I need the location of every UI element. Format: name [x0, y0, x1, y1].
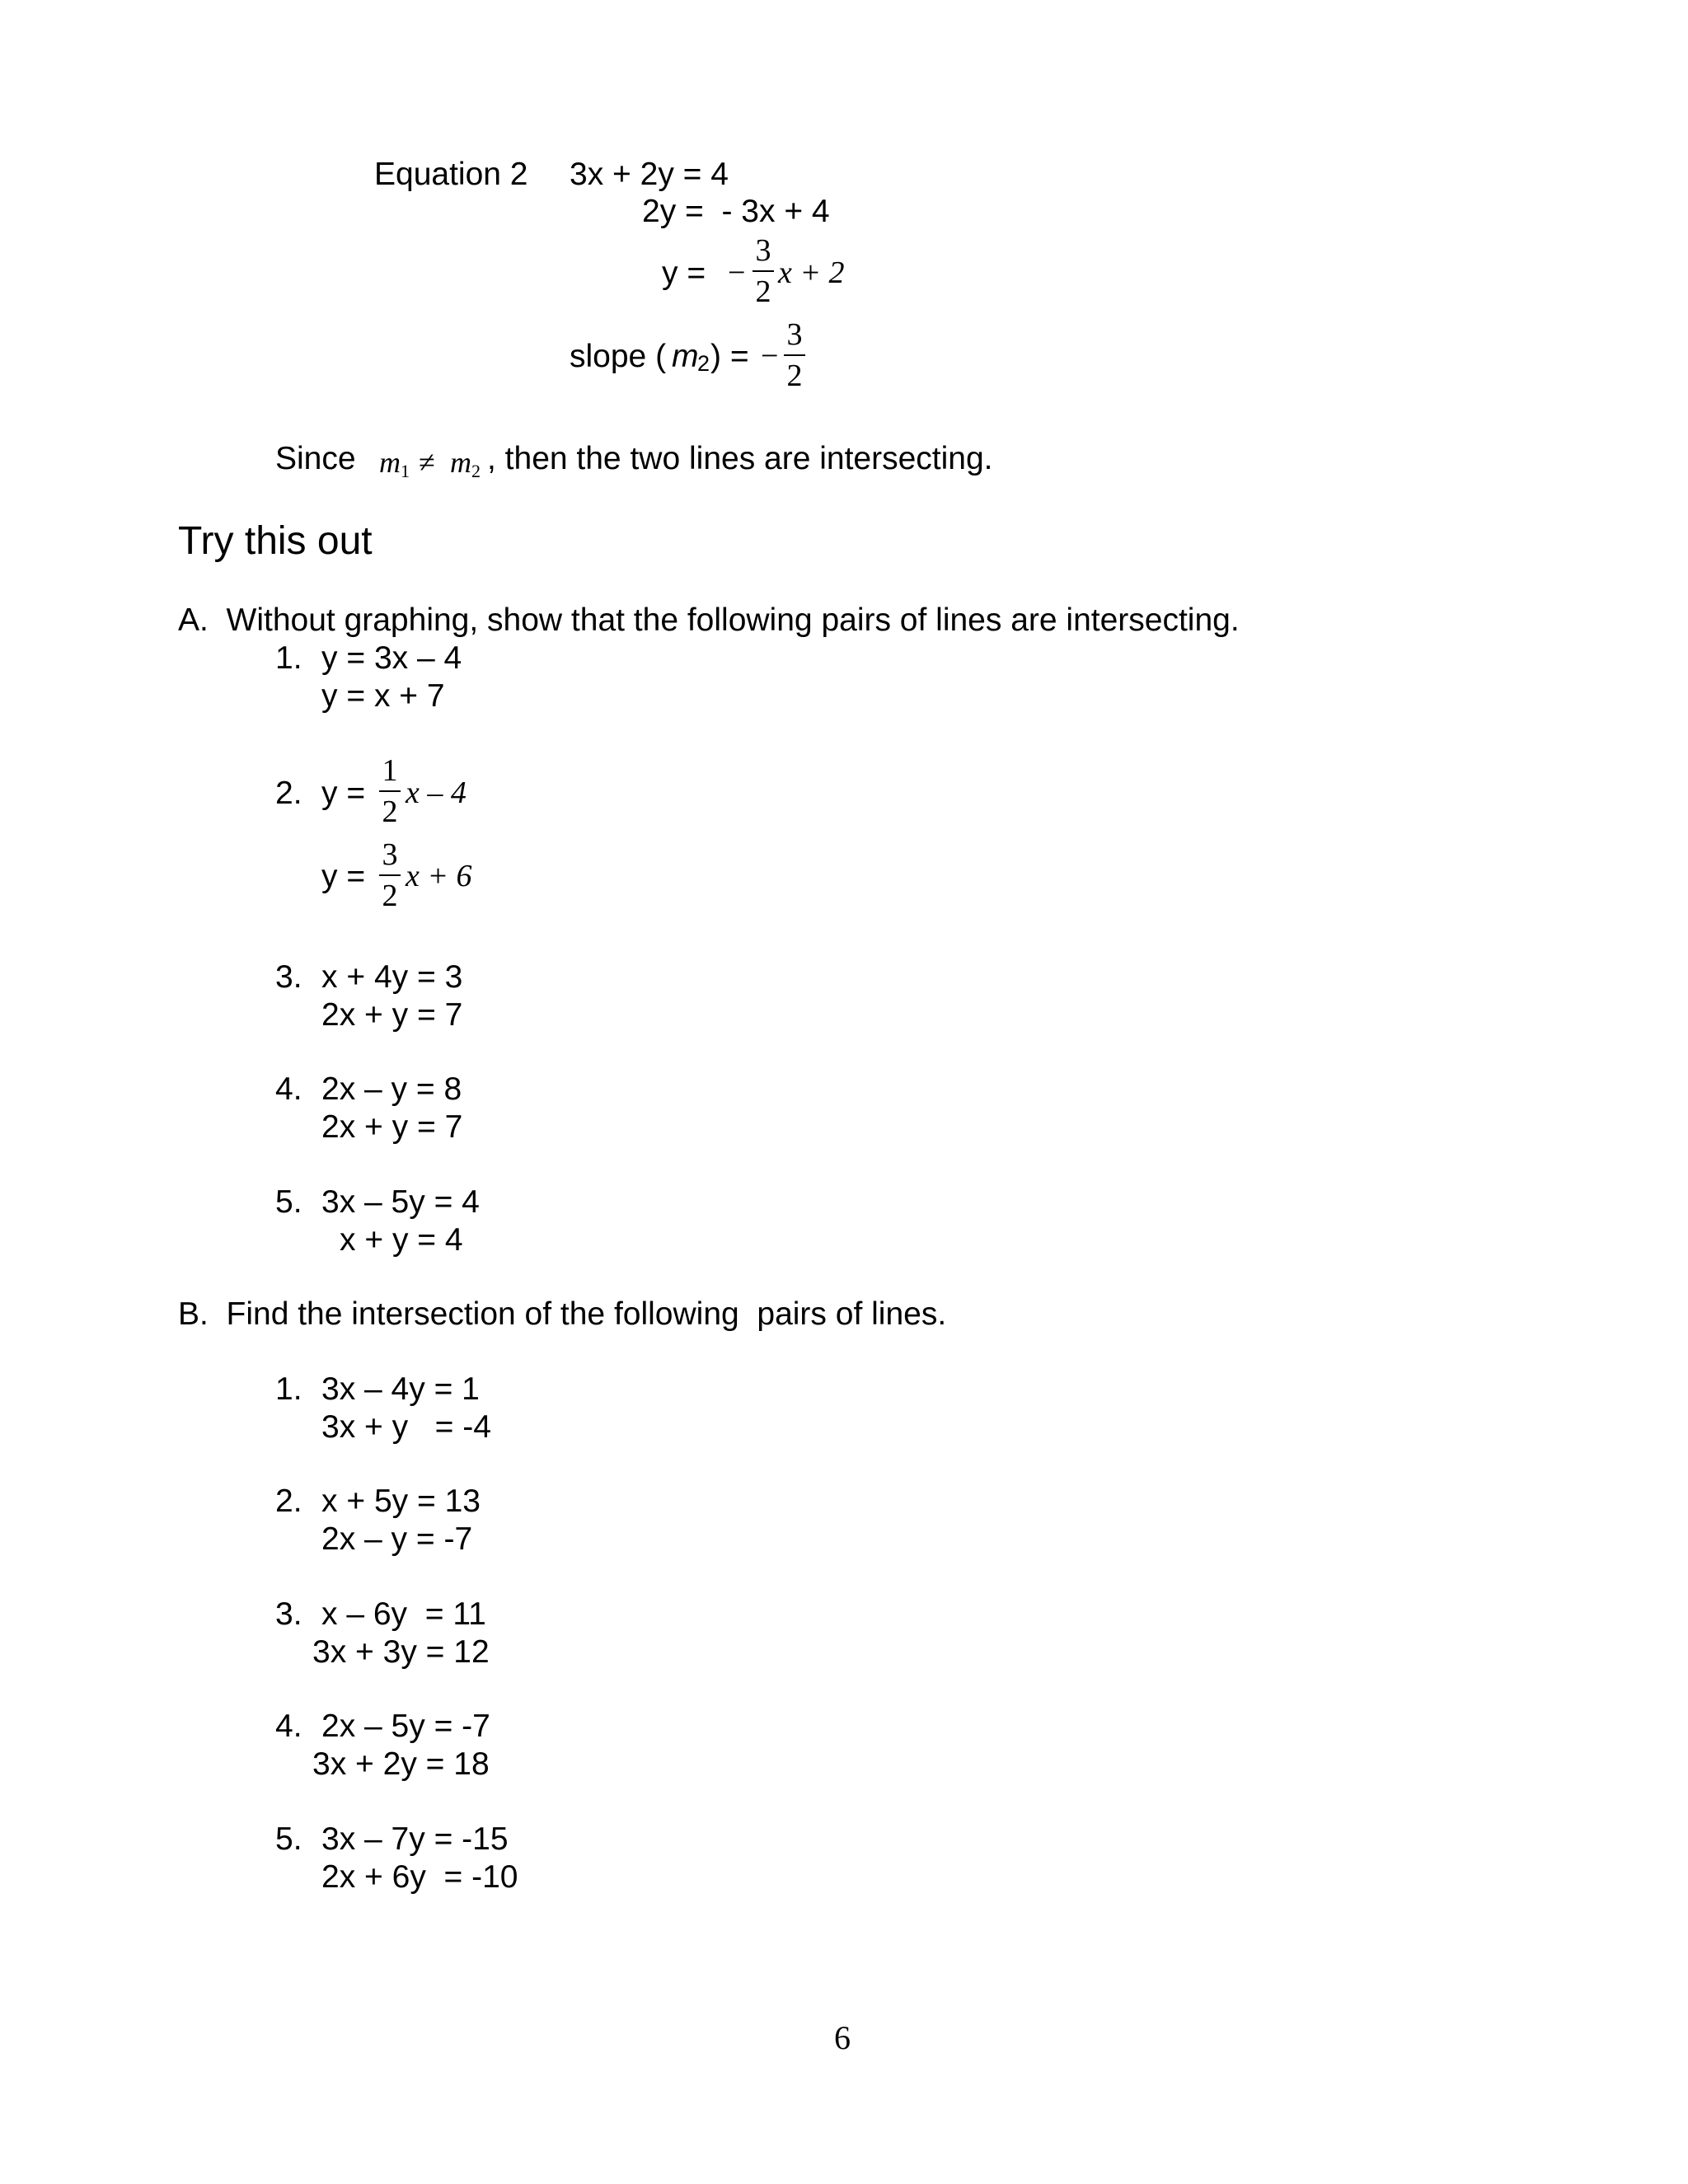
fraction-numerator: 3	[755, 233, 771, 268]
equation-line-3-sign: −	[728, 255, 746, 290]
equation-line-3-tail: x + 2	[778, 255, 845, 290]
part-b-item-number: 1.	[275, 1371, 302, 1407]
part-b-item-number: 3.	[275, 1596, 302, 1632]
part-a-item-1-eq-b: y = x + 7	[321, 678, 445, 714]
part-a-instruction: A. Without graphing, show that the following pairs of lines are intersecting.	[178, 602, 1240, 638]
equation-label: Equation 2	[374, 157, 528, 192]
part-a-item-2-fraction-b	[379, 839, 401, 918]
fraction-denominator: 2	[755, 274, 771, 309]
part-a-item-2-prefix-a: y =	[321, 776, 366, 811]
part-a-item-2-tail-a: x – 4	[406, 776, 467, 810]
part-a-item-number: 5.	[275, 1184, 302, 1220]
fraction-denominator: 2	[382, 794, 398, 829]
part-b-item-3-eq-a: x – 6y = 11	[321, 1596, 486, 1632]
slope-fraction	[784, 319, 805, 398]
equation-line-2: 2y = - 3x + 4	[642, 194, 830, 229]
part-b-item-4-eq-b: 3x + 2y = 18	[312, 1746, 490, 1782]
conclusion-m2-subscript: 2	[471, 461, 481, 481]
fraction-denominator: 2	[786, 359, 803, 393]
part-a-item-2-fraction-a	[379, 755, 401, 834]
fraction-bar	[379, 874, 401, 876]
conclusion-m2: m	[450, 446, 471, 479]
part-a-item-2-prefix-b: y =	[321, 859, 366, 894]
part-b-item-5-eq-b: 2x + 6y = -10	[321, 1859, 518, 1895]
fraction-bar	[784, 354, 805, 356]
part-a-item-number: 4.	[275, 1071, 302, 1107]
slope-prefix: slope (	[570, 339, 667, 374]
part-a-item-2-tail-b: x + 6	[406, 859, 472, 893]
part-a-item-4-eq-b: 2x + y = 7	[321, 1109, 463, 1145]
part-a-item-3-eq-a: x + 4y = 3	[321, 959, 463, 995]
slope-suffix: ) =	[710, 339, 749, 374]
part-a-item-number: 3.	[275, 959, 302, 995]
page-number: 6	[834, 2019, 851, 2056]
conclusion-since: Since	[275, 441, 356, 476]
equation-line-3-prefix: y =	[662, 255, 706, 291]
part-b-item-5-eq-a: 3x – 7y = -15	[321, 1821, 509, 1857]
fraction-bar	[753, 270, 774, 272]
part-b-item-number: 2.	[275, 1483, 302, 1519]
part-a-item-1-eq-a: y = 3x – 4	[321, 640, 462, 676]
slope-sign: −	[761, 339, 779, 373]
conclusion-text: , then the two lines are intersecting.	[487, 441, 993, 476]
fraction-numerator: 3	[382, 837, 398, 872]
fraction-numerator: 3	[786, 317, 803, 352]
equation-line-1: 3x + 2y = 4	[570, 157, 729, 192]
slope-subscript: 2	[697, 351, 710, 376]
part-b-instruction: B. Find the intersection of the following pairs of lines.	[178, 1296, 947, 1332]
conclusion-m1-subscript: 1	[401, 461, 410, 481]
part-b-item-number: 4.	[275, 1708, 302, 1744]
conclusion-m1: m	[379, 446, 401, 479]
part-b-item-1-eq-b: 3x + y = -4	[321, 1409, 491, 1445]
part-a-item-5-eq-a: 3x – 5y = 4	[321, 1184, 480, 1220]
part-b-item-3-eq-b: 3x + 3y = 12	[312, 1634, 490, 1670]
fraction-bar	[379, 790, 401, 792]
part-b-item-2-eq-b: 2x – y = -7	[321, 1521, 473, 1557]
part-a-item-3-eq-b: 2x + y = 7	[321, 997, 463, 1033]
part-a-item-4-eq-a: 2x – y = 8	[321, 1071, 462, 1107]
fraction-numerator: 1	[382, 753, 398, 788]
equation-line-3-fraction	[753, 235, 774, 314]
part-b-item-4-eq-a: 2x – 5y = -7	[321, 1708, 490, 1744]
fraction-denominator: 2	[382, 879, 398, 913]
section-title: Try this out	[178, 519, 373, 563]
part-a-item-5-eq-b: x + y = 4	[340, 1222, 463, 1258]
part-b-item-1-eq-a: 3x – 4y = 1	[321, 1371, 480, 1407]
slope-m: m	[672, 339, 699, 374]
part-a-item-number: 2.	[275, 776, 302, 811]
conclusion-not-equal: ≠	[419, 446, 435, 479]
part-a-item-number: 1.	[275, 640, 302, 676]
part-b-item-2-eq-a: x + 5y = 13	[321, 1483, 481, 1519]
part-b-item-number: 5.	[275, 1821, 302, 1857]
